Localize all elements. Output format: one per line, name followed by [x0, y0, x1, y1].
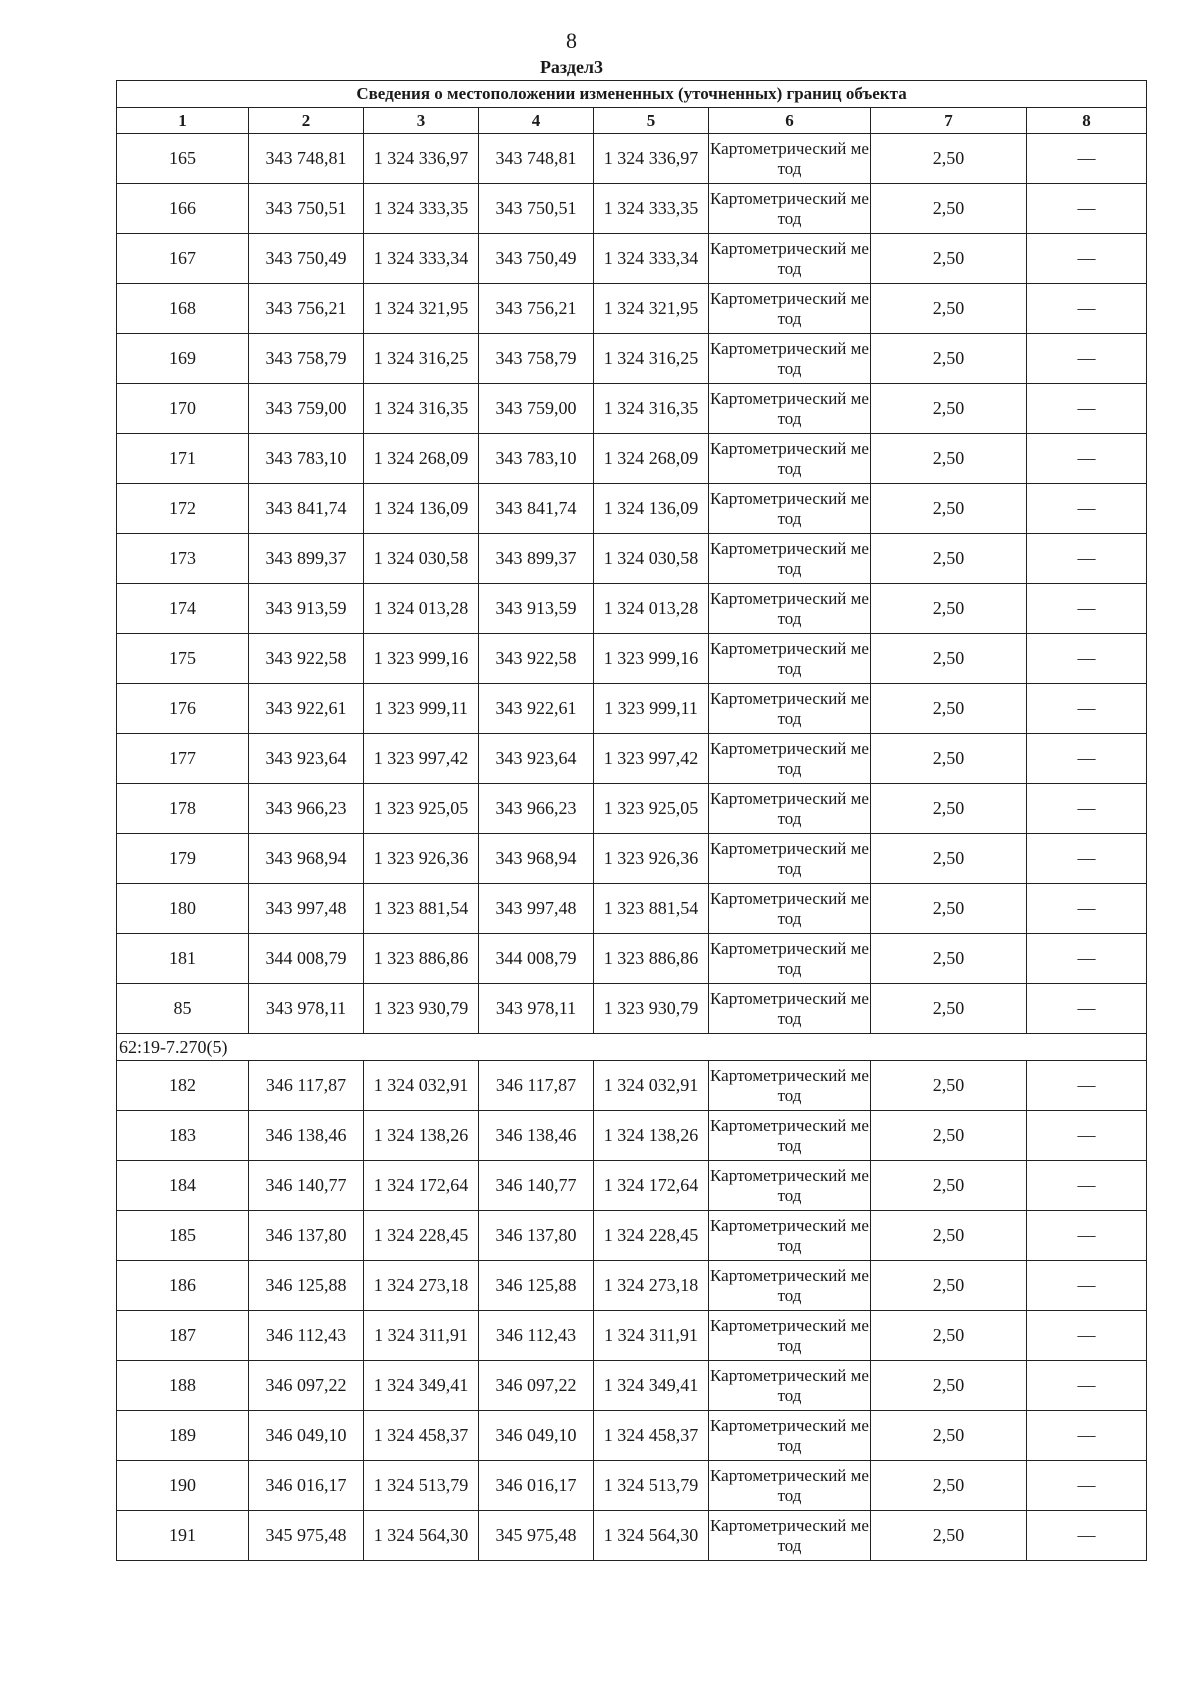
- method-cell: Картометрический метод: [709, 1461, 871, 1511]
- table-row: [117, 634, 1147, 684]
- y-coordinate-cell: 1 323 930,79: [594, 984, 709, 1034]
- x-coordinate-cell: 343 968,94: [249, 834, 364, 884]
- accuracy-cell: 2,50: [871, 1211, 1027, 1261]
- group-label-row: [117, 1034, 1147, 1061]
- y-coordinate-cell: 1 323 999,11: [364, 684, 479, 734]
- accuracy-cell: 2,50: [871, 1111, 1027, 1161]
- description-cell: —: [1027, 334, 1147, 384]
- x-coordinate-cell: 343 978,11: [479, 984, 594, 1034]
- point-number-cell: 166: [117, 184, 249, 234]
- point-number-cell: 169: [117, 334, 249, 384]
- y-coordinate-cell: 1 324 458,37: [364, 1411, 479, 1461]
- boundary-coordinates-table: [116, 80, 1147, 1561]
- y-coordinate-cell: 1 323 925,05: [594, 784, 709, 834]
- x-coordinate-cell: 343 923,64: [479, 734, 594, 784]
- x-coordinate-cell: 343 748,81: [249, 134, 364, 184]
- y-coordinate-cell: 1 324 336,97: [594, 134, 709, 184]
- description-cell: —: [1027, 484, 1147, 534]
- point-number-cell: 185: [117, 1211, 249, 1261]
- point-number-cell: 178: [117, 784, 249, 834]
- method-cell: Картометрический метод: [709, 184, 871, 234]
- table-row: [117, 1211, 1147, 1261]
- method-cell: Картометрический метод: [709, 484, 871, 534]
- y-coordinate-cell: 1 324 228,45: [364, 1211, 479, 1261]
- y-coordinate-cell: 1 324 564,30: [594, 1511, 709, 1561]
- x-coordinate-cell: 346 125,88: [479, 1261, 594, 1311]
- point-number-cell: 170: [117, 384, 249, 434]
- table-row: [117, 1061, 1147, 1111]
- method-cell: Картометрический метод: [709, 134, 871, 184]
- y-coordinate-cell: 1 324 013,28: [364, 584, 479, 634]
- column-header-2: 2: [249, 108, 364, 134]
- x-coordinate-cell: 344 008,79: [479, 934, 594, 984]
- method-cell: Картометрический метод: [709, 234, 871, 284]
- y-coordinate-cell: 1 324 333,35: [364, 184, 479, 234]
- x-coordinate-cell: 343 923,64: [249, 734, 364, 784]
- x-coordinate-cell: 346 138,46: [249, 1111, 364, 1161]
- x-coordinate-cell: 346 097,22: [479, 1361, 594, 1411]
- accuracy-cell: 2,50: [871, 1061, 1027, 1111]
- accuracy-cell: 2,50: [871, 1161, 1027, 1211]
- point-number-cell: 173: [117, 534, 249, 584]
- column-header-4: 4: [479, 108, 594, 134]
- x-coordinate-cell: 343 997,48: [249, 884, 364, 934]
- table-row: [117, 1161, 1147, 1211]
- x-coordinate-cell: 343 750,51: [249, 184, 364, 234]
- x-coordinate-cell: 343 758,79: [249, 334, 364, 384]
- point-number-cell: 179: [117, 834, 249, 884]
- y-coordinate-cell: 1 324 013,28: [594, 584, 709, 634]
- x-coordinate-cell: 343 750,49: [249, 234, 364, 284]
- table-row: [117, 1361, 1147, 1411]
- table-row: [117, 1461, 1147, 1511]
- accuracy-cell: 2,50: [871, 1311, 1027, 1361]
- x-coordinate-cell: 343 750,51: [479, 184, 594, 234]
- y-coordinate-cell: 1 324 513,79: [364, 1461, 479, 1511]
- y-coordinate-cell: 1 324 273,18: [364, 1261, 479, 1311]
- y-coordinate-cell: 1 324 138,26: [594, 1111, 709, 1161]
- y-coordinate-cell: 1 324 333,35: [594, 184, 709, 234]
- description-cell: —: [1027, 184, 1147, 234]
- y-coordinate-cell: 1 323 997,42: [364, 734, 479, 784]
- table-row: [117, 284, 1147, 334]
- method-cell: Картометрический метод: [709, 984, 871, 1034]
- description-cell: —: [1027, 434, 1147, 484]
- x-coordinate-cell: 343 966,23: [479, 784, 594, 834]
- y-coordinate-cell: 1 324 032,91: [594, 1061, 709, 1111]
- description-cell: —: [1027, 1311, 1147, 1361]
- column-header-5: 5: [594, 108, 709, 134]
- description-cell: —: [1027, 734, 1147, 784]
- accuracy-cell: 2,50: [871, 584, 1027, 634]
- accuracy-cell: 2,50: [871, 534, 1027, 584]
- accuracy-cell: 2,50: [871, 684, 1027, 734]
- y-coordinate-cell: 1 323 925,05: [364, 784, 479, 834]
- x-coordinate-cell: 346 137,80: [479, 1211, 594, 1261]
- point-number-cell: 190: [117, 1461, 249, 1511]
- x-coordinate-cell: 346 117,87: [479, 1061, 594, 1111]
- accuracy-cell: 2,50: [871, 784, 1027, 834]
- x-coordinate-cell: 343 899,37: [249, 534, 364, 584]
- accuracy-cell: 2,50: [871, 384, 1027, 434]
- y-coordinate-cell: 1 323 930,79: [364, 984, 479, 1034]
- accuracy-cell: 2,50: [871, 484, 1027, 534]
- y-coordinate-cell: 1 324 564,30: [364, 1511, 479, 1561]
- method-cell: Картометрический метод: [709, 1361, 871, 1411]
- y-coordinate-cell: 1 324 032,91: [364, 1061, 479, 1111]
- y-coordinate-cell: 1 323 999,11: [594, 684, 709, 734]
- description-cell: —: [1027, 1361, 1147, 1411]
- accuracy-cell: 2,50: [871, 184, 1027, 234]
- x-coordinate-cell: 344 008,79: [249, 934, 364, 984]
- table-row: [117, 1411, 1147, 1461]
- y-coordinate-cell: 1 323 926,36: [364, 834, 479, 884]
- y-coordinate-cell: 1 324 321,95: [364, 284, 479, 334]
- description-cell: —: [1027, 934, 1147, 984]
- point-number-cell: 186: [117, 1261, 249, 1311]
- table-header-row: [117, 108, 1147, 134]
- accuracy-cell: 2,50: [871, 1261, 1027, 1311]
- description-cell: —: [1027, 684, 1147, 734]
- x-coordinate-cell: 346 138,46: [479, 1111, 594, 1161]
- description-cell: —: [1027, 1511, 1147, 1561]
- accuracy-cell: 2,50: [871, 1511, 1027, 1561]
- description-cell: —: [1027, 1111, 1147, 1161]
- description-cell: —: [1027, 1161, 1147, 1211]
- accuracy-cell: 2,50: [871, 934, 1027, 984]
- description-cell: —: [1027, 1461, 1147, 1511]
- y-coordinate-cell: 1 324 458,37: [594, 1411, 709, 1461]
- table-row: [117, 534, 1147, 584]
- page-number: 8: [566, 28, 577, 53]
- point-number-cell: 184: [117, 1161, 249, 1211]
- description-cell: —: [1027, 784, 1147, 834]
- table-row: [117, 1261, 1147, 1311]
- x-coordinate-cell: 343 913,59: [479, 584, 594, 634]
- x-coordinate-cell: 346 049,10: [479, 1411, 594, 1461]
- method-cell: Картометрический метод: [709, 1161, 871, 1211]
- x-coordinate-cell: 343 922,58: [479, 634, 594, 684]
- y-coordinate-cell: 1 324 336,97: [364, 134, 479, 184]
- group-label: 62:19-7.270(5): [117, 1034, 1147, 1061]
- description-cell: —: [1027, 634, 1147, 684]
- y-coordinate-cell: 1 323 881,54: [364, 884, 479, 934]
- table-group-separator: [117, 1034, 1147, 1061]
- y-coordinate-cell: 1 324 030,58: [594, 534, 709, 584]
- table-row: [117, 984, 1147, 1034]
- y-coordinate-cell: 1 324 333,34: [364, 234, 479, 284]
- y-coordinate-cell: 1 324 349,41: [594, 1361, 709, 1411]
- y-coordinate-cell: 1 323 881,54: [594, 884, 709, 934]
- point-number-cell: 191: [117, 1511, 249, 1561]
- x-coordinate-cell: 343 756,21: [249, 284, 364, 334]
- point-number-cell: 180: [117, 884, 249, 934]
- accuracy-cell: 2,50: [871, 234, 1027, 284]
- x-coordinate-cell: 346 125,88: [249, 1261, 364, 1311]
- point-number-cell: 181: [117, 934, 249, 984]
- y-coordinate-cell: 1 324 513,79: [594, 1461, 709, 1511]
- method-cell: Картометрический метод: [709, 1511, 871, 1561]
- accuracy-cell: 2,50: [871, 1411, 1027, 1461]
- column-header-6: 6: [709, 108, 871, 134]
- x-coordinate-cell: 343 922,61: [479, 684, 594, 734]
- x-coordinate-cell: 343 758,79: [479, 334, 594, 384]
- table-caption-row: [117, 81, 1147, 108]
- point-number-cell: 176: [117, 684, 249, 734]
- description-cell: —: [1027, 834, 1147, 884]
- table-row: [117, 384, 1147, 434]
- point-number-cell: 177: [117, 734, 249, 784]
- method-cell: Картометрический метод: [709, 834, 871, 884]
- accuracy-cell: 2,50: [871, 284, 1027, 334]
- point-number-cell: 171: [117, 434, 249, 484]
- point-number-cell: 172: [117, 484, 249, 534]
- table-body-first-group: [117, 134, 1147, 1034]
- y-coordinate-cell: 1 324 172,64: [364, 1161, 479, 1211]
- y-coordinate-cell: 1 323 886,86: [364, 934, 479, 984]
- x-coordinate-cell: 345 975,48: [249, 1511, 364, 1561]
- description-cell: —: [1027, 134, 1147, 184]
- table-row: [117, 684, 1147, 734]
- table-row: [117, 784, 1147, 834]
- method-cell: Картометрический метод: [709, 734, 871, 784]
- description-cell: —: [1027, 584, 1147, 634]
- y-coordinate-cell: 1 324 349,41: [364, 1361, 479, 1411]
- table-row: [117, 734, 1147, 784]
- x-coordinate-cell: 343 748,81: [479, 134, 594, 184]
- y-coordinate-cell: 1 324 138,26: [364, 1111, 479, 1161]
- accuracy-cell: 2,50: [871, 1361, 1027, 1411]
- description-cell: —: [1027, 1411, 1147, 1461]
- x-coordinate-cell: 346 049,10: [249, 1411, 364, 1461]
- x-coordinate-cell: 343 783,10: [249, 434, 364, 484]
- y-coordinate-cell: 1 324 136,09: [364, 484, 479, 534]
- x-coordinate-cell: 343 759,00: [249, 384, 364, 434]
- section-title: Раздел3: [539, 57, 604, 77]
- method-cell: Картометрический метод: [709, 584, 871, 634]
- method-cell: Картометрический метод: [709, 384, 871, 434]
- description-cell: —: [1027, 384, 1147, 434]
- table-row: [117, 884, 1147, 934]
- accuracy-cell: 2,50: [871, 734, 1027, 784]
- x-coordinate-cell: 346 016,17: [479, 1461, 594, 1511]
- description-cell: —: [1027, 884, 1147, 934]
- x-coordinate-cell: 343 899,37: [479, 534, 594, 584]
- accuracy-cell: 2,50: [871, 884, 1027, 934]
- accuracy-cell: 2,50: [871, 1461, 1027, 1511]
- x-coordinate-cell: 346 016,17: [249, 1461, 364, 1511]
- table-caption: Сведения о местоположении измененных (уточненных) границ объекта: [117, 81, 1147, 108]
- x-coordinate-cell: 346 117,87: [249, 1061, 364, 1111]
- method-cell: Картометрический метод: [709, 634, 871, 684]
- y-coordinate-cell: 1 324 316,25: [364, 334, 479, 384]
- x-coordinate-cell: 343 922,58: [249, 634, 364, 684]
- y-coordinate-cell: 1 324 316,25: [594, 334, 709, 384]
- y-coordinate-cell: 1 324 316,35: [594, 384, 709, 434]
- point-number-cell: 183: [117, 1111, 249, 1161]
- x-coordinate-cell: 346 140,77: [249, 1161, 364, 1211]
- accuracy-cell: 2,50: [871, 334, 1027, 384]
- method-cell: Картометрический метод: [709, 334, 871, 384]
- x-coordinate-cell: 346 112,43: [479, 1311, 594, 1361]
- y-coordinate-cell: 1 323 926,36: [594, 834, 709, 884]
- accuracy-cell: 2,50: [871, 984, 1027, 1034]
- method-cell: Картометрический метод: [709, 434, 871, 484]
- method-cell: Картометрический метод: [709, 1261, 871, 1311]
- y-coordinate-cell: 1 323 999,16: [594, 634, 709, 684]
- accuracy-cell: 2,50: [871, 634, 1027, 684]
- y-coordinate-cell: 1 323 886,86: [594, 934, 709, 984]
- x-coordinate-cell: 343 913,59: [249, 584, 364, 634]
- table-row: [117, 184, 1147, 234]
- y-coordinate-cell: 1 324 172,64: [594, 1161, 709, 1211]
- x-coordinate-cell: 343 978,11: [249, 984, 364, 1034]
- point-number-cell: 85: [117, 984, 249, 1034]
- x-coordinate-cell: 343 997,48: [479, 884, 594, 934]
- method-cell: Картометрический метод: [709, 1061, 871, 1111]
- method-cell: Картометрический метод: [709, 884, 871, 934]
- table-body-second-group: [117, 1061, 1147, 1561]
- point-number-cell: 189: [117, 1411, 249, 1461]
- column-header-3: 3: [364, 108, 479, 134]
- x-coordinate-cell: 346 137,80: [249, 1211, 364, 1261]
- x-coordinate-cell: 343 750,49: [479, 234, 594, 284]
- method-cell: Картометрический метод: [709, 1411, 871, 1461]
- y-coordinate-cell: 1 323 999,16: [364, 634, 479, 684]
- accuracy-cell: 2,50: [871, 134, 1027, 184]
- x-coordinate-cell: 345 975,48: [479, 1511, 594, 1561]
- x-coordinate-cell: 343 966,23: [249, 784, 364, 834]
- accuracy-cell: 2,50: [871, 434, 1027, 484]
- description-cell: —: [1027, 984, 1147, 1034]
- table-row: [117, 134, 1147, 184]
- y-coordinate-cell: 1 323 997,42: [594, 734, 709, 784]
- description-cell: —: [1027, 234, 1147, 284]
- method-cell: Картометрический метод: [709, 284, 871, 334]
- x-coordinate-cell: 343 841,74: [479, 484, 594, 534]
- y-coordinate-cell: 1 324 136,09: [594, 484, 709, 534]
- x-coordinate-cell: 343 841,74: [249, 484, 364, 534]
- point-number-cell: 182: [117, 1061, 249, 1111]
- x-coordinate-cell: 346 112,43: [249, 1311, 364, 1361]
- description-cell: —: [1027, 1211, 1147, 1261]
- description-cell: —: [1027, 1061, 1147, 1111]
- table-row: [117, 434, 1147, 484]
- point-number-cell: 167: [117, 234, 249, 284]
- table-row: [117, 934, 1147, 984]
- y-coordinate-cell: 1 324 273,18: [594, 1261, 709, 1311]
- description-cell: —: [1027, 534, 1147, 584]
- point-number-cell: 165: [117, 134, 249, 184]
- method-cell: Картометрический метод: [709, 934, 871, 984]
- x-coordinate-cell: 346 140,77: [479, 1161, 594, 1211]
- description-cell: —: [1027, 1261, 1147, 1311]
- y-coordinate-cell: 1 324 311,91: [364, 1311, 479, 1361]
- method-cell: Картометрический метод: [709, 534, 871, 584]
- table-row: [117, 584, 1147, 634]
- table-row: [117, 834, 1147, 884]
- column-header-8: 8: [1027, 108, 1147, 134]
- column-header-7: 7: [871, 108, 1027, 134]
- column-header-1: 1: [117, 108, 249, 134]
- method-cell: Картометрический метод: [709, 784, 871, 834]
- point-number-cell: 188: [117, 1361, 249, 1411]
- y-coordinate-cell: 1 324 030,58: [364, 534, 479, 584]
- y-coordinate-cell: 1 324 268,09: [364, 434, 479, 484]
- y-coordinate-cell: 1 324 321,95: [594, 284, 709, 334]
- y-coordinate-cell: 1 324 316,35: [364, 384, 479, 434]
- y-coordinate-cell: 1 324 228,45: [594, 1211, 709, 1261]
- x-coordinate-cell: 343 968,94: [479, 834, 594, 884]
- method-cell: Картометрический метод: [709, 684, 871, 734]
- method-cell: Картометрический метод: [709, 1211, 871, 1261]
- point-number-cell: 187: [117, 1311, 249, 1361]
- x-coordinate-cell: 343 783,10: [479, 434, 594, 484]
- point-number-cell: 174: [117, 584, 249, 634]
- table-row: [117, 1311, 1147, 1361]
- table-row: [117, 484, 1147, 534]
- method-cell: Картометрический метод: [709, 1311, 871, 1361]
- x-coordinate-cell: 343 756,21: [479, 284, 594, 334]
- table-row: [117, 234, 1147, 284]
- method-cell: Картометрический метод: [709, 1111, 871, 1161]
- table-row: [117, 334, 1147, 384]
- y-coordinate-cell: 1 324 268,09: [594, 434, 709, 484]
- y-coordinate-cell: 1 324 333,34: [594, 234, 709, 284]
- x-coordinate-cell: 346 097,22: [249, 1361, 364, 1411]
- x-coordinate-cell: 343 759,00: [479, 384, 594, 434]
- table-row: [117, 1111, 1147, 1161]
- x-coordinate-cell: 343 922,61: [249, 684, 364, 734]
- y-coordinate-cell: 1 324 311,91: [594, 1311, 709, 1361]
- table-row: [117, 1511, 1147, 1561]
- accuracy-cell: 2,50: [871, 834, 1027, 884]
- description-cell: —: [1027, 284, 1147, 334]
- point-number-cell: 168: [117, 284, 249, 334]
- point-number-cell: 175: [117, 634, 249, 684]
